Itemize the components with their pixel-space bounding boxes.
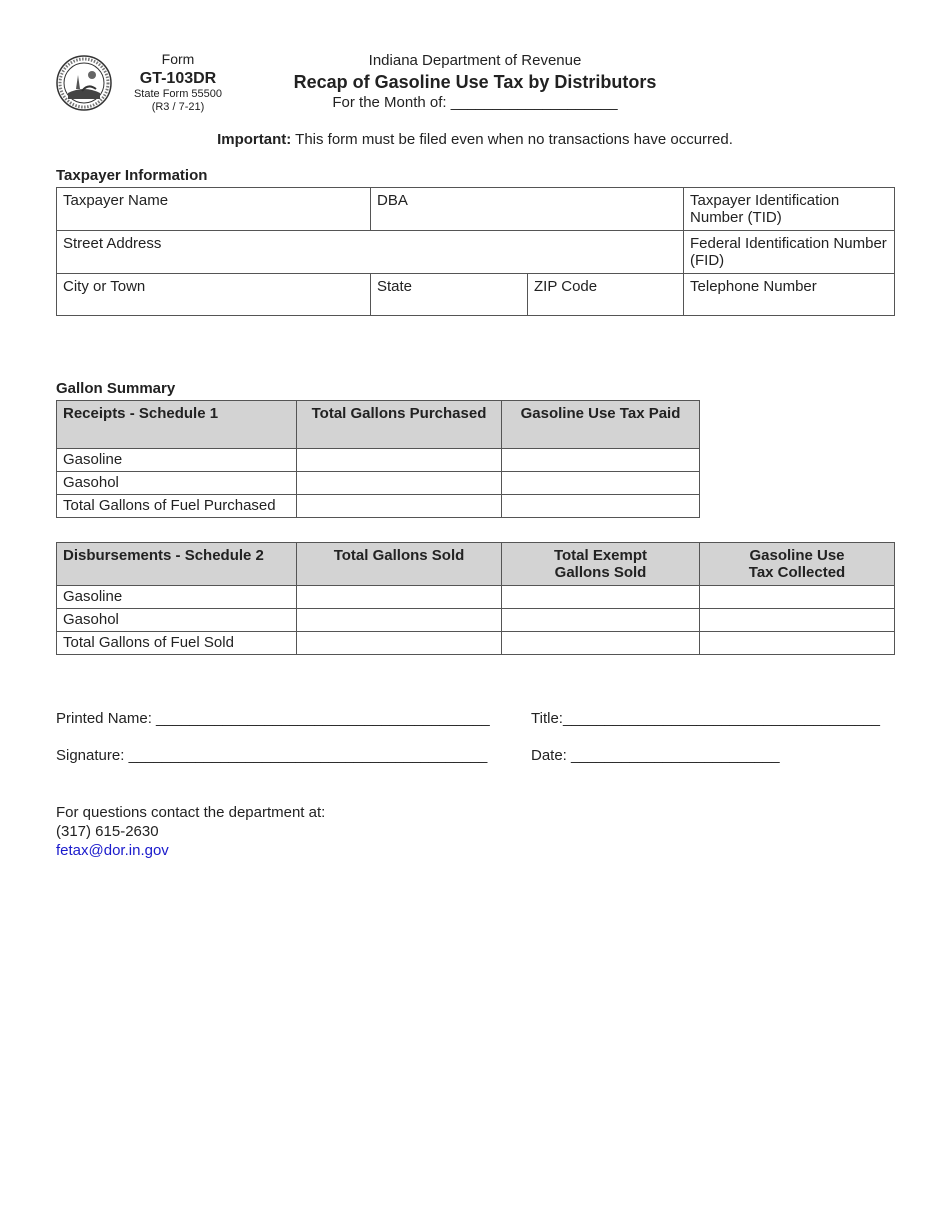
dba-field[interactable]: DBA xyxy=(371,188,684,231)
schedule2-row-label: Gasoline xyxy=(57,586,297,609)
state-field[interactable]: State xyxy=(371,274,528,316)
schedule2-cell-input[interactable] xyxy=(297,586,502,609)
schedule1-cell-input[interactable] xyxy=(502,449,700,472)
schedule2-cell-input[interactable] xyxy=(700,632,895,655)
table-row xyxy=(57,495,700,518)
date-label: Date: xyxy=(531,747,567,764)
printed-name-line xyxy=(56,710,490,727)
schedule2-header-gallons-sold: Total Gallons Sold xyxy=(297,543,502,586)
schedule1-table xyxy=(56,400,700,518)
month-field[interactable]: ____________________ xyxy=(450,94,618,111)
schedule2-header-exempt-line2: Gallons Sold xyxy=(554,564,647,581)
city-field[interactable]: City or Town xyxy=(57,274,371,316)
schedule2-cell-input[interactable] xyxy=(700,609,895,632)
schedule2-cell-input[interactable] xyxy=(502,586,700,609)
signature-line xyxy=(56,747,487,764)
contact-intro: For questions contact the department at: xyxy=(56,804,326,821)
printed-name-field[interactable]: ________________________________________ xyxy=(156,710,490,727)
schedule1-cell-input[interactable] xyxy=(297,495,502,518)
table-row xyxy=(57,449,700,472)
schedule1-row-label: Gasohol xyxy=(57,472,297,495)
form-number: GT-103DR xyxy=(139,70,217,87)
fid-field[interactable]: Federal Identification Number (FID) xyxy=(684,231,895,274)
title-label: Title: xyxy=(531,710,563,727)
schedule2-header-tax-line1: Gasoline Use xyxy=(749,547,845,564)
schedule2-cell-input[interactable] xyxy=(297,609,502,632)
printed-name-label: Printed Name: xyxy=(56,710,152,727)
schedule1-header-receipts: Receipts - Schedule 1 xyxy=(57,401,297,449)
schedule2-cell-input[interactable] xyxy=(502,609,700,632)
gallon-summary-title: Gallon Summary xyxy=(56,380,176,397)
form-id-block xyxy=(128,52,228,113)
signature-field[interactable]: ___________________________________________ xyxy=(128,747,488,764)
taxpayer-info-table xyxy=(56,187,895,316)
form-revision: (R3 / 7-21) xyxy=(151,101,205,113)
schedule1-row-label: Gasoline xyxy=(57,449,297,472)
schedule1-cell-input[interactable] xyxy=(297,449,502,472)
phone-field[interactable]: Telephone Number xyxy=(684,274,895,316)
schedule2-header-exempt xyxy=(502,543,700,586)
month-label: For the Month of: xyxy=(332,94,447,111)
table-row xyxy=(57,609,895,632)
schedule1-cell-input[interactable] xyxy=(502,472,700,495)
schedule2-header-disbursements: Disbursements - Schedule 2 xyxy=(57,543,297,586)
schedule2-row-label: Total Gallons of Fuel Sold xyxy=(57,632,297,655)
schedule1-header-tax: Gasoline Use Tax Paid xyxy=(502,401,700,449)
title-field[interactable]: ______________________________________ xyxy=(562,710,880,727)
page-title: Recap of Gasoline Use Tax by Distributors xyxy=(293,72,657,92)
schedule1-cell-input[interactable] xyxy=(502,495,700,518)
month-line xyxy=(250,94,700,111)
form-word: Form xyxy=(161,51,195,67)
signature-label: Signature: xyxy=(56,747,125,764)
schedule2-cell-input[interactable] xyxy=(700,586,895,609)
table-row xyxy=(57,632,895,655)
taxpayer-name-field[interactable]: Taxpayer Name xyxy=(57,188,371,231)
table-row xyxy=(57,472,700,495)
contact-phone: (317) 615-2630 xyxy=(56,823,159,840)
table-row xyxy=(57,586,895,609)
schedule1-cell-input[interactable] xyxy=(297,472,502,495)
schedule2-header-exempt-line1: Total Exempt xyxy=(553,547,648,564)
date-line xyxy=(531,747,780,764)
zip-field[interactable]: ZIP Code xyxy=(528,274,684,316)
schedule1-row-label: Total Gallons of Fuel Purchased xyxy=(57,495,297,518)
street-address-field[interactable]: Street Address xyxy=(57,231,684,274)
schedule2-header-tax-line2: Tax Collected xyxy=(748,564,846,581)
taxpayer-section-title: Taxpayer Information xyxy=(56,167,208,184)
important-text: This form must be filed even when no transactions have occurred. xyxy=(295,131,733,148)
important-notice xyxy=(0,131,950,148)
contact-block xyxy=(56,803,325,860)
contact-email-link[interactable]: fetax@dor.in.gov xyxy=(56,842,169,859)
schedule1-header-gallons: Total Gallons Purchased xyxy=(297,401,502,449)
schedule2-table xyxy=(56,542,895,655)
date-field[interactable]: _________________________ xyxy=(571,747,780,764)
schedule2-cell-input[interactable] xyxy=(502,632,700,655)
department-name: Indiana Department of Revenue xyxy=(368,52,582,69)
important-label: Important: xyxy=(217,131,292,148)
tid-field[interactable]: Taxpayer Identification Number (TID) xyxy=(684,188,895,231)
schedule2-cell-input[interactable] xyxy=(297,632,502,655)
title-line xyxy=(531,710,880,727)
schedule2-header-tax-collected xyxy=(700,543,895,586)
state-seal-logo xyxy=(56,55,112,111)
schedule2-row-label: Gasohol xyxy=(57,609,297,632)
state-form-number: State Form 55500 xyxy=(133,88,223,100)
